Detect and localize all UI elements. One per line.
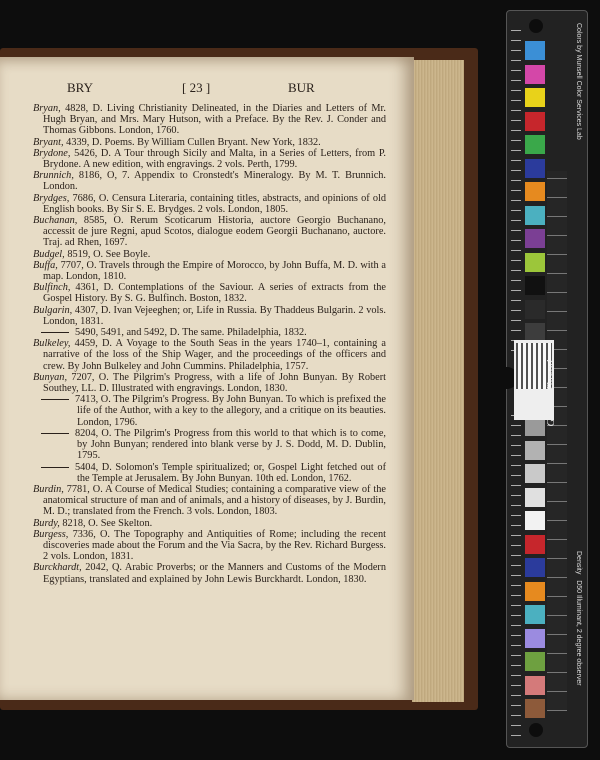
- entry-headword: Burdy,: [33, 517, 60, 529]
- entry-text: 7413, O. The Pilgrim's Progress. By John Bunyan. To which is prefixed the life of the Author, with a key to the allegory, and a critique on its beauties. London, 1796.: [75, 394, 386, 428]
- ditto-dash: [41, 467, 69, 468]
- color-swatch: [525, 676, 545, 695]
- entry-text: 7686, O. Censura Literaria, containing titles, abstracts, and opinions of old English books. By Sir S. E. Brydges. 2 vols. London, 1805.: [43, 192, 386, 215]
- catalogue-entry: [33, 518, 386, 529]
- target-brand-text: Colors by Munsell Color Services Lab: [575, 23, 582, 140]
- color-swatch: [525, 88, 545, 107]
- mount-hole: [529, 19, 543, 33]
- color-swatch: [525, 464, 545, 483]
- entry-text: 7207, O. The Pilgrim's Progress, with a life of John Bunyan. By Robert Southey, LL. D. Illustrated with engravings. London, 1830.: [43, 371, 386, 395]
- entry-text: 8218, O. See Skelton.: [59, 517, 153, 529]
- entry-headword: Brydone,: [33, 147, 71, 159]
- entry-headword: Bryant,: [33, 136, 64, 148]
- color-swatch: [525, 652, 545, 671]
- entry-headword: Buchanan,: [33, 215, 78, 227]
- catalogue-entry: [33, 484, 386, 518]
- color-swatch: [525, 159, 545, 178]
- entry-text: 7707, O. Travels through the Empire of Morocco, by John Buffa, M. D. with a map. London, 1810.: [43, 259, 386, 283]
- catalogue-entry: [33, 193, 386, 215]
- ruler-scale: [511, 406, 521, 736]
- density-scale: [547, 171, 567, 711]
- mount-hole: [529, 723, 543, 737]
- color-swatch: [525, 253, 545, 272]
- ditto-dash: [41, 399, 69, 400]
- catalogue-entry: [33, 529, 386, 563]
- color-swatch: [525, 558, 545, 577]
- running-head-right: BUR: [288, 80, 315, 95]
- entry-headword: Budgel,: [33, 248, 65, 260]
- entry-text: 5490, 5491, and 5492, D. The same. Philadelphia, 1832.: [75, 327, 307, 339]
- catalogue-entry: [33, 148, 386, 170]
- entry-text: 5404, D. Solomon's Temple spiritualized; or, Gospel Light fetched out of the Temple at Jerusalem. By John Bunyan. 10th ed. London, 1762.: [75, 461, 386, 484]
- ditto-dash: [41, 332, 69, 333]
- running-head: [0, 80, 414, 96]
- target-footer-text: [568, 551, 582, 741]
- catalogue-entry: [33, 428, 386, 462]
- entry-text: 4828, D. Living Christianity Delineated, in the Diaries and Letters of Mr. Hugh Bryan, and Mrs. Mary Hutson, with a Preface. By the Rev. J. Conder and Thomas Gibbons. London, 1760.: [43, 103, 386, 137]
- entry-text: 8585, O. Rerum Scoticarum Historia, auctore Georgio Buchanano, accessit de jure Regni, apud Scotos, dialogue eodem Georgii Buchanano, auctore. Traj. ad Rhen, 1697.: [43, 215, 386, 249]
- entry-headword: Burgess,: [33, 528, 69, 540]
- entry-headword: Bunyan,: [33, 371, 68, 383]
- color-swatch: [525, 135, 545, 154]
- entry-text: 2042, Q. Arabic Proverbs; or the Manners and Customs of the Modern Egyptians, translated and explained by John Lewis Burckhardt. London, 1830.: [43, 562, 386, 585]
- catalogue-entry: [33, 282, 386, 304]
- entry-text: 4339, D. Poems. By William Cullen Bryant. New York, 1832.: [63, 136, 321, 148]
- entry-headword: Bulfinch,: [33, 282, 71, 294]
- running-head-left: BRY: [67, 80, 94, 95]
- color-swatch: [525, 300, 545, 319]
- density-label: Density: [575, 551, 582, 575]
- catalogue-entry: [33, 103, 386, 137]
- color-swatch: [525, 182, 545, 201]
- golden-thread-text: Golden Thread: [545, 360, 557, 427]
- page-edges: [412, 60, 464, 702]
- color-swatch: [525, 629, 545, 648]
- entry-text: 4361, D. Contemplations of the Saviour. A series of extracts from the Gospel History. By S. G. Bulfinch. Boston, 1832.: [43, 282, 386, 305]
- catalogue-entry: [33, 327, 386, 338]
- entry-headword: Burdin,: [33, 483, 64, 495]
- illuminant-text: D50 Illuminant, 2 degree observer: [575, 580, 582, 686]
- entry-headword: Buffa,: [33, 259, 58, 271]
- catalogue-entry: [33, 462, 386, 484]
- color-swatch: [525, 605, 545, 624]
- entry-headword: Bulkeley,: [33, 338, 71, 350]
- color-swatch: [525, 441, 545, 460]
- entry-headword: Brunnich,: [33, 170, 74, 182]
- catalogue-entry: [33, 249, 386, 260]
- catalogue-entry: [33, 394, 386, 428]
- color-swatch: [525, 41, 545, 60]
- catalogue-entry: [33, 170, 386, 192]
- entry-headword: Bulgarin,: [33, 304, 73, 316]
- entry-headword: Bryan,: [33, 103, 61, 114]
- color-swatch: [525, 511, 545, 530]
- color-swatch: [525, 206, 545, 225]
- catalogue-entry: [33, 137, 386, 148]
- catalogue-entry: [33, 305, 386, 327]
- color-swatch: [525, 699, 545, 718]
- entry-text: 7336, O. The Topography and Antiquities of Rome; including the recent discoveries made about the Forum and the Via Sacra, by the Rev. Richard Burgess. 2 vols. London, 1831.: [43, 528, 386, 563]
- entry-headword: Brydges,: [33, 192, 70, 204]
- color-swatch: [525, 276, 545, 295]
- color-swatch: [525, 488, 545, 507]
- entry-text: 4307, D. Ivan Vejeeghen; or, Life in Russia. By Thaddeus Bulgarin. 2 vols. London, 1831.: [43, 304, 386, 327]
- color-swatch: [525, 582, 545, 601]
- entry-text: 7781, O. A Course of Medical Studies; containing a comparative view of the anatomical structure of man and of animals, and a history of diseases, by J. Burdin, M. D.; translated from the French. 3 vols. London, 1803.: [43, 483, 386, 518]
- catalogue-entries: [33, 103, 386, 585]
- entry-headword: Burckhardt,: [33, 562, 82, 574]
- book-page: [0, 57, 414, 700]
- entry-text: 8519, O. See Boyle.: [64, 248, 151, 260]
- entry-text: 8204, O. The Pilgrim's Progress from this world to that which is to come, by John Bunyan; rendered into blank verse by J. S. Dodd, M. D. Dublin, 1795.: [75, 427, 386, 462]
- color-swatch: [525, 229, 545, 248]
- catalogue-entry: [33, 562, 386, 584]
- ditto-dash: [41, 433, 69, 434]
- entry-text: 8186, O, 7. Appendix to Cronstedt's Mineralogy. By M. T. Brunnich. London.: [43, 170, 386, 193]
- entry-text: 5426, D. A Tour through Sicily and Malta, in a Series of Letters, from P. Brydone. A new edition, with engravings. 2 vols. Perth, 1799.: [43, 147, 386, 171]
- catalogue-entry: [33, 215, 386, 249]
- catalogue-entry: [33, 372, 386, 394]
- page-number: [ 23 ]: [182, 80, 211, 95]
- catalogue-entry: [33, 260, 386, 282]
- color-swatch: [525, 535, 545, 554]
- ruler-scale: [511, 21, 521, 351]
- color-swatch: [525, 65, 545, 84]
- color-swatch: [525, 112, 545, 131]
- catalogue-entry: [33, 338, 386, 372]
- entry-text: 4459, D. A Voyage to the South Seas in the years 1740–1, containing a narrative of the loss of the Ship Wager, and the proceedings of the officers and crew. By John Bulkeley and John Cummins. Philadelphia, 1757.: [43, 338, 386, 372]
